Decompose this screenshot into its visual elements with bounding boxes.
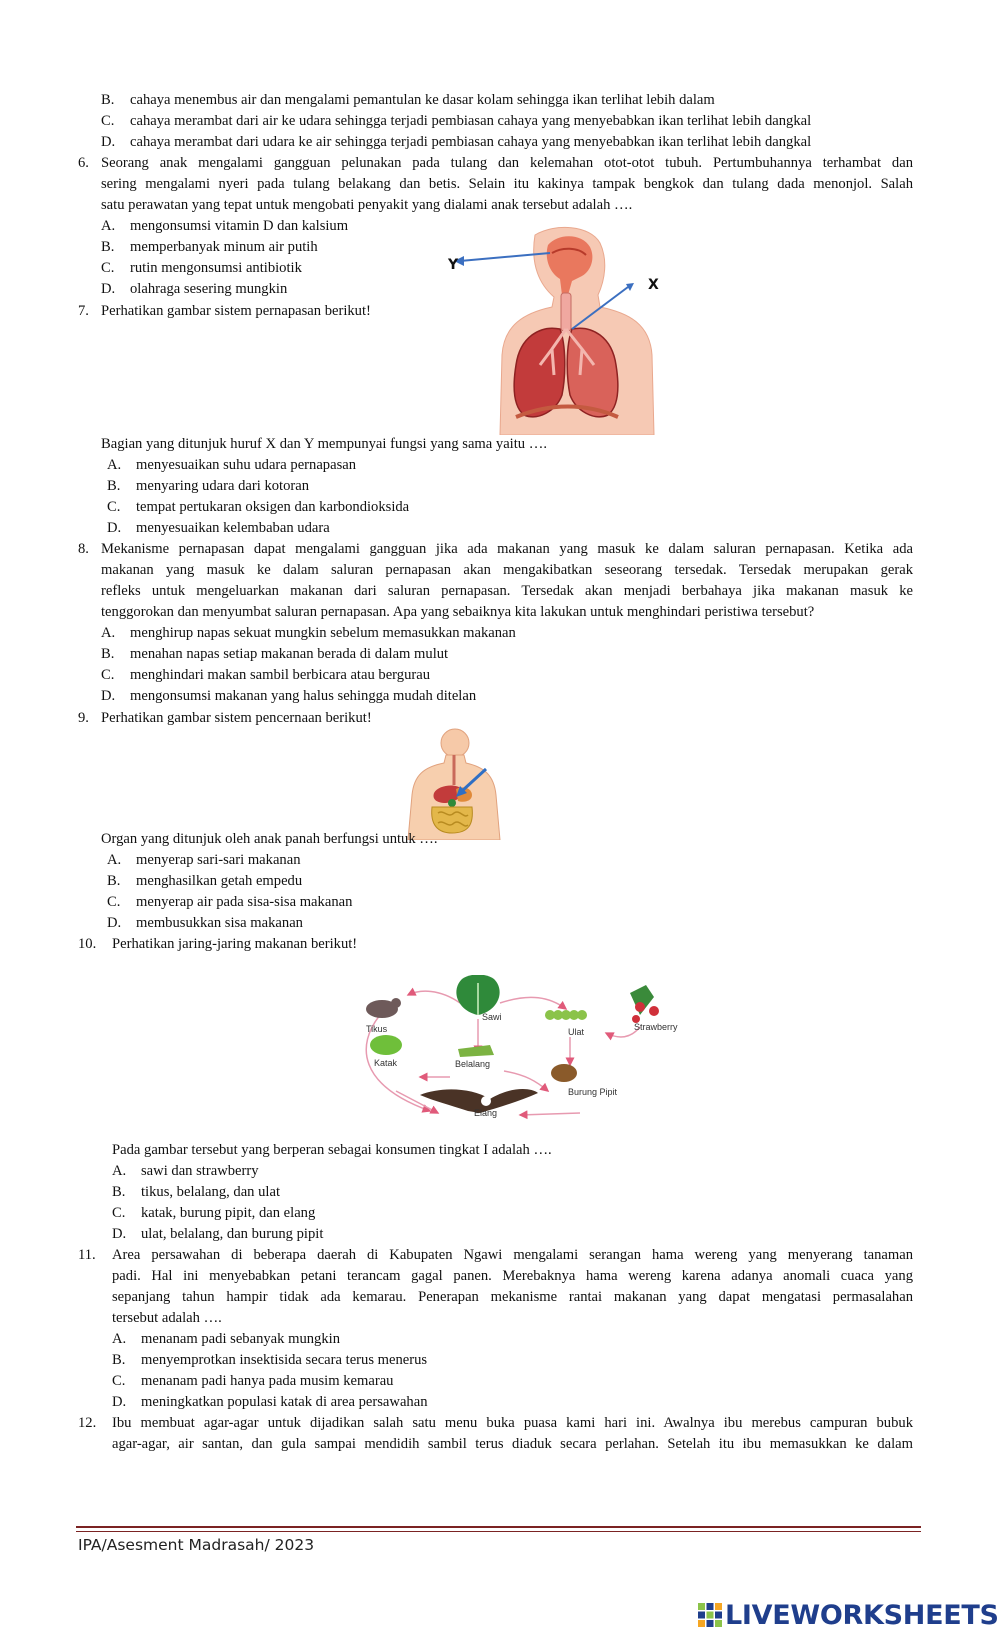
q11-option-b[interactable]: B. menyemprotkan insektisida secara terus menerus xyxy=(112,1352,428,1368)
q11-text-line: padi. Hal ini menyebabkan petani terancam gagal panen. Merebaknya hama wereng karena adanya anomali cuaca yang xyxy=(112,1268,913,1284)
footer-rule xyxy=(76,1531,921,1532)
q8-option-c[interactable]: C. menghindari makan sambil berbicara atau bergurau xyxy=(101,667,430,683)
q9-option-a[interactable]: A. menyerap sari-sari makanan xyxy=(107,852,301,868)
footer-rule xyxy=(76,1526,921,1528)
q11-text-line: tersebut adalah …. xyxy=(112,1310,222,1326)
q7-option-a[interactable]: A. menyesuaikan suhu udara pernapasan xyxy=(107,457,357,473)
q6-option-a[interactable]: A. mengonsumsi vitamin D dan kalsium xyxy=(101,218,349,234)
q10-option-d[interactable]: D. ulat, belalang, dan burung pipit xyxy=(112,1226,324,1242)
footer-text: IPA/Asesment Madrasah/ 2023 xyxy=(78,1536,315,1554)
q10-option-a[interactable]: A. sawi dan strawberry xyxy=(112,1163,259,1179)
q6-option-d[interactable]: D. olahraga sesering mungkin xyxy=(101,281,288,297)
label-y: Y xyxy=(448,257,459,273)
q8-text-line: makanan yang masuk ke dalam saluran pernapasan akan mengakibatkan seseorang tersedak. Tersedak merupakan gerak xyxy=(101,562,913,578)
q6-text-line: sering mengalami nyeri pada tulang belakang dan betis. Selain itu kakinya tampak bengkok dan tulang dada menonjol. Salah xyxy=(101,176,913,192)
q12-text-line: agar-agar, air santan, dan gula sampai mendidih sambil terus diaduk secara perlahan. Setelah itu ibu memasukkan ke dalam xyxy=(112,1436,913,1452)
respiratory-system-illustration xyxy=(440,225,700,435)
label-sawi: Sawi xyxy=(482,1012,502,1022)
liveworksheets-logo[interactable] xyxy=(698,1597,999,1633)
q9-question: Organ yang ditunjuk oleh anak panah berfungsi untuk …. xyxy=(101,831,438,847)
q9-option-c[interactable]: C. menyerap air pada sisa-sisa makanan xyxy=(107,894,353,910)
q8-option-d[interactable]: D. mengonsumsi makanan yang halus sehingga mudah ditelan xyxy=(101,688,477,704)
q6-option-c[interactable]: C. rutin mengonsumsi antibiotik xyxy=(101,260,302,276)
q5-option-b[interactable]: B. cahaya menembus air dan mengalami pemantulan ke dasar kolam sehingga ikan terlihat lebih dalam xyxy=(101,92,715,108)
q6-text-line: Seorang anak mengalami gangguan pelunakan pada tulang dan kelemahan otot-otot tubuh. Pertumbuhannya terhambat dan xyxy=(101,155,913,171)
q8-text-line: tenggorokan dan menyumbat saluran pernapasan. Apa yang sebaiknya kita lakukan untuk menghindari peristiwa tersebut? xyxy=(101,604,815,620)
q8-option-a[interactable]: A. menghirup napas sekuat mungkin sebelum memasukkan makanan xyxy=(101,625,516,641)
q8-option-b[interactable]: B. menahan napas setiap makanan berada di dalam mulut xyxy=(101,646,449,662)
q11-number: 11. xyxy=(78,1247,96,1263)
label-burung-pipit: Burung Pipit xyxy=(568,1087,618,1097)
q11-option-c[interactable]: C. menanam padi hanya pada musim kemarau xyxy=(112,1373,394,1389)
digestive-system-illustration xyxy=(398,725,503,840)
q10-prompt: Perhatikan jaring-jaring makanan berikut! xyxy=(112,936,358,952)
q11-option-d[interactable]: D. meningkatkan populasi katak di area persawahan xyxy=(112,1394,428,1410)
q11-text-line: Area persawahan di beberapa daerah di Kabupaten Ngawi mengalami serangan hama wereng yang menyerang tanaman xyxy=(112,1247,913,1263)
q10-option-b[interactable]: B. tikus, belalang, dan ulat xyxy=(112,1184,281,1200)
q8-number: 8. xyxy=(78,541,89,557)
q7-option-c[interactable]: C. tempat pertukaran oksigen dan karbondioksida xyxy=(107,499,410,515)
q6-option-b[interactable]: B. memperbanyak minum air putih xyxy=(101,239,318,255)
label-katak: Katak xyxy=(374,1058,398,1068)
q7-option-d[interactable]: D. menyesuaikan kelembaban udara xyxy=(107,520,330,536)
q10-question: Pada gambar tersebut yang berperan sebagai konsumen tingkat I adalah …. xyxy=(112,1142,552,1158)
q12-text-line: Ibu membuat agar-agar untuk dijadikan salah satu menu buka puasa kami hari ini. Awalnya ibu merebus campuran bubuk xyxy=(112,1415,913,1431)
q6-number: 6. xyxy=(78,155,89,171)
q12-number: 12. xyxy=(78,1415,97,1431)
q9-number: 9. xyxy=(78,710,89,726)
q7-prompt: Perhatikan gambar sistem pernapasan berikut! xyxy=(101,303,371,319)
q8-text-line: Mekanisme pernapasan dapat mengalami gangguan jika ada makanan yang masuk ke dalam saluran pernapasan. Ketika ada xyxy=(101,541,913,557)
label-strawberry: Strawberry xyxy=(634,1022,678,1032)
liveworksheets-grid-icon xyxy=(698,1603,722,1627)
q5-option-c[interactable]: C. cahaya merambat dari air ke udara sehingga terjadi pembiasan cahaya yang menyebabkan ikan terlihat lebih dangkal xyxy=(101,113,812,129)
q7-option-b[interactable]: B. menyaring udara dari kotoran xyxy=(107,478,310,494)
q11-option-a[interactable]: A. menanam padi sebanyak mungkin xyxy=(112,1331,340,1347)
q11-text-line: sepanjang tahun hampir tidak ada kemarau. Penerapan mekanisme rantai makanan yang dapat mengatasi permasalahan xyxy=(112,1289,913,1305)
q9-option-d[interactable]: D. membusukkan sisa makanan xyxy=(107,915,303,931)
label-x: X xyxy=(648,277,659,293)
q7-question: Bagian yang ditunjuk huruf X dan Y mempunyai fungsi yang sama yaitu …. xyxy=(101,436,547,452)
q7-number: 7. xyxy=(78,303,89,319)
label-elang: Elang xyxy=(474,1108,498,1118)
q6-text-line: satu perawatan yang tepat untuk mengobati penyakit yang dialami anak tersebut adalah …. xyxy=(101,197,633,213)
q9-option-b[interactable]: B. menghasilkan getah empedu xyxy=(107,873,303,889)
q10-option-c[interactable]: C. katak, burung pipit, dan elang xyxy=(112,1205,316,1221)
q10-number: 10. xyxy=(78,936,97,952)
liveworksheets-brand: LIVEWORKSHEETS xyxy=(725,1599,999,1631)
label-ulat: Ulat xyxy=(568,1027,585,1037)
label-belalang: Belalang xyxy=(455,1059,491,1069)
label-tikus: Tikus xyxy=(366,1024,388,1034)
q5-option-d[interactable]: D. cahaya merambat dari udara ke air sehingga terjadi pembiasan cahaya yang menyebabkan ikan terlihat lebih dangkal xyxy=(101,134,812,150)
q8-text-line: refleks untuk mengeluarkan makanan dari saluran pernapasan. Tersedak akan menjadi berbahaya jika makanan masuk ke xyxy=(101,583,913,599)
q9-prompt: Perhatikan gambar sistem pencernaan berikut! xyxy=(101,710,372,726)
